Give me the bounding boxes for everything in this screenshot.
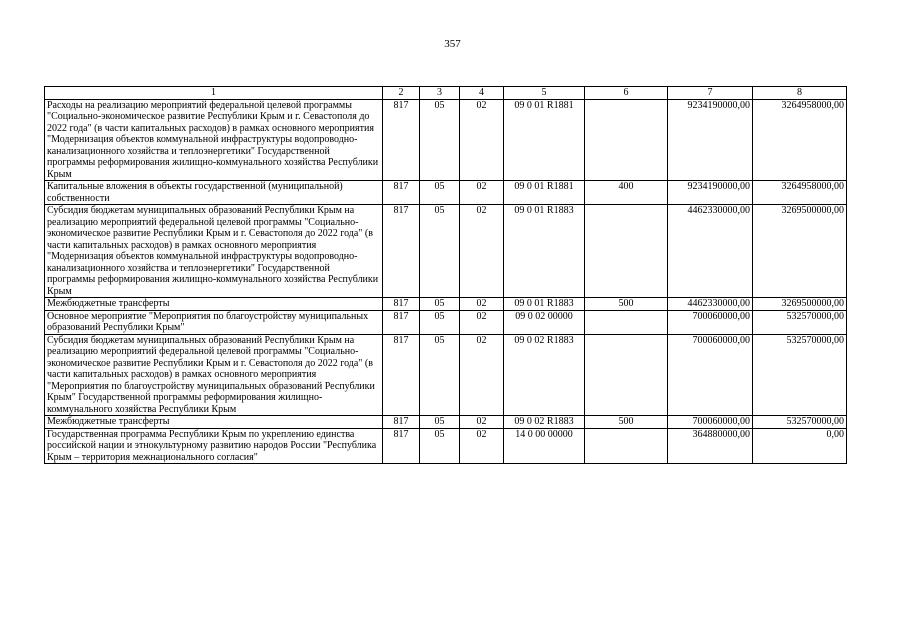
table-row [45,99,847,181]
target-article-cell: 09 0 02 R1883 [504,334,585,416]
subsection-code-cell: 02 [460,334,504,416]
column-header: 3 [420,87,460,100]
table-row [45,298,847,311]
ministry-code-cell: 817 [383,416,420,429]
expense-type-cell: 400 [585,181,668,205]
amount-col7-cell: 9234190000,00 [668,181,753,205]
column-header: 1 [45,87,383,100]
table-row [45,205,847,298]
table-row [45,416,847,429]
page-number: 357 [444,38,461,50]
target-article-cell: 09 0 01 R1883 [504,205,585,298]
amount-col7-cell: 4462330000,00 [668,298,753,311]
column-header: 7 [668,87,753,100]
expense-type-cell: 500 [585,298,668,311]
section-code-cell: 05 [420,298,460,311]
subsection-code-cell: 02 [460,181,504,205]
amount-col8-cell: 3269500000,00 [753,205,847,298]
subsection-code-cell: 02 [460,298,504,311]
header-row [45,87,847,100]
ministry-code-cell: 817 [383,334,420,416]
ministry-code-cell: 817 [383,205,420,298]
section-code-cell: 05 [420,428,460,464]
expense-type-cell [585,334,668,416]
section-code-cell: 05 [420,181,460,205]
amount-col7-cell: 364880000,00 [668,428,753,464]
target-article-cell: 09 0 02 R1883 [504,416,585,429]
column-header: 8 [753,87,847,100]
column-header: 5 [504,87,585,100]
subsection-code-cell: 02 [460,205,504,298]
expense-name-cell: Государственная программа Республики Крым по укреплению единства российской нации и этнокультурному развитию народов России "Республика Крым – территория межнационального согласия" [45,428,383,464]
column-header: 6 [585,87,668,100]
target-article-cell: 14 0 00 00000 [504,428,585,464]
subsection-code-cell: 02 [460,416,504,429]
amount-col7-cell: 700060000,00 [668,334,753,416]
expense-type-cell [585,310,668,334]
amount-col8-cell: 532570000,00 [753,310,847,334]
column-header: 4 [460,87,504,100]
amount-col7-cell: 9234190000,00 [668,99,753,181]
section-code-cell: 05 [420,99,460,181]
section-code-cell: 05 [420,205,460,298]
ministry-code-cell: 817 [383,298,420,311]
budget-table [44,86,847,464]
expense-name-cell: Межбюджетные трансферты [45,416,383,429]
subsection-code-cell: 02 [460,310,504,334]
subsection-code-cell: 02 [460,428,504,464]
expense-name-cell: Основное мероприятие "Мероприятия по благоустройству муниципальных образований Республики Крым" [45,310,383,334]
ministry-code-cell: 817 [383,310,420,334]
expense-name-cell: Субсидия бюджетам муниципальных образований Республики Крым на реализацию мероприятий федеральной целевой программы "Социально-экономическое развитие Республики Крым и г. Севастополя до 2022 года" (в части капитальных расходов) в рамках основного мероприятия "Модернизация объектов коммунальной инфраструктуры водопроводно-канализационного хозяйства и теплоэнергетики" Государственной программы реформирования жилищно-коммунального хозяйства Республики Крым [45,205,383,298]
expense-type-cell [585,428,668,464]
amount-col7-cell: 700060000,00 [668,416,753,429]
ministry-code-cell: 817 [383,99,420,181]
expense-type-cell [585,205,668,298]
ministry-code-cell: 817 [383,181,420,205]
subsection-code-cell: 02 [460,99,504,181]
expense-name-cell: Субсидия бюджетам муниципальных образований Республики Крым на реализацию мероприятий федеральной целевой программы "Социально-экономическое развитие Республики Крым и г. Севастополя до 2022 года" (в части капитальных расходов) в рамках основного мероприятия "Мероприятия по благоустройству муниципальных образований Республики Крым" Государственной программы реформирования жилищно-коммунального хозяйства Республики Крым [45,334,383,416]
amount-col7-cell: 700060000,00 [668,310,753,334]
table-row [45,334,847,416]
table-row [45,310,847,334]
section-code-cell: 05 [420,310,460,334]
amount-col8-cell: 532570000,00 [753,416,847,429]
expense-name-cell: Межбюджетные трансферты [45,298,383,311]
amount-col8-cell: 3269500000,00 [753,298,847,311]
section-code-cell: 05 [420,334,460,416]
amount-col8-cell: 0,00 [753,428,847,464]
ministry-code-cell: 817 [383,428,420,464]
amount-col8-cell: 3264958000,00 [753,181,847,205]
expense-type-cell [585,99,668,181]
amount-col7-cell: 4462330000,00 [668,205,753,298]
amount-col8-cell: 532570000,00 [753,334,847,416]
amount-col8-cell: 3264958000,00 [753,99,847,181]
expense-type-cell: 500 [585,416,668,429]
section-code-cell: 05 [420,416,460,429]
target-article-cell: 09 0 01 R1881 [504,181,585,205]
column-header: 2 [383,87,420,100]
table-row [45,181,847,205]
target-article-cell: 09 0 01 R1881 [504,99,585,181]
expense-name-cell: Расходы на реализацию мероприятий федеральной целевой программы "Социально-экономическое развитие Республики Крым и г. Севастополя до 2022 года" (в части капитальных расходов) в рамках основного мероприятия "Модернизация объектов коммунальной инфраструктуры водопроводно-канализационного хозяйства и теплоэнергетики" Государственной программы реформирования жилищно-коммунального хозяйства Республики Крым [45,99,383,181]
target-article-cell: 09 0 01 R1883 [504,298,585,311]
expense-name-cell: Капитальные вложения в объекты государственной (муниципальной) собственности [45,181,383,205]
target-article-cell: 09 0 02 00000 [504,310,585,334]
table-row [45,428,847,464]
